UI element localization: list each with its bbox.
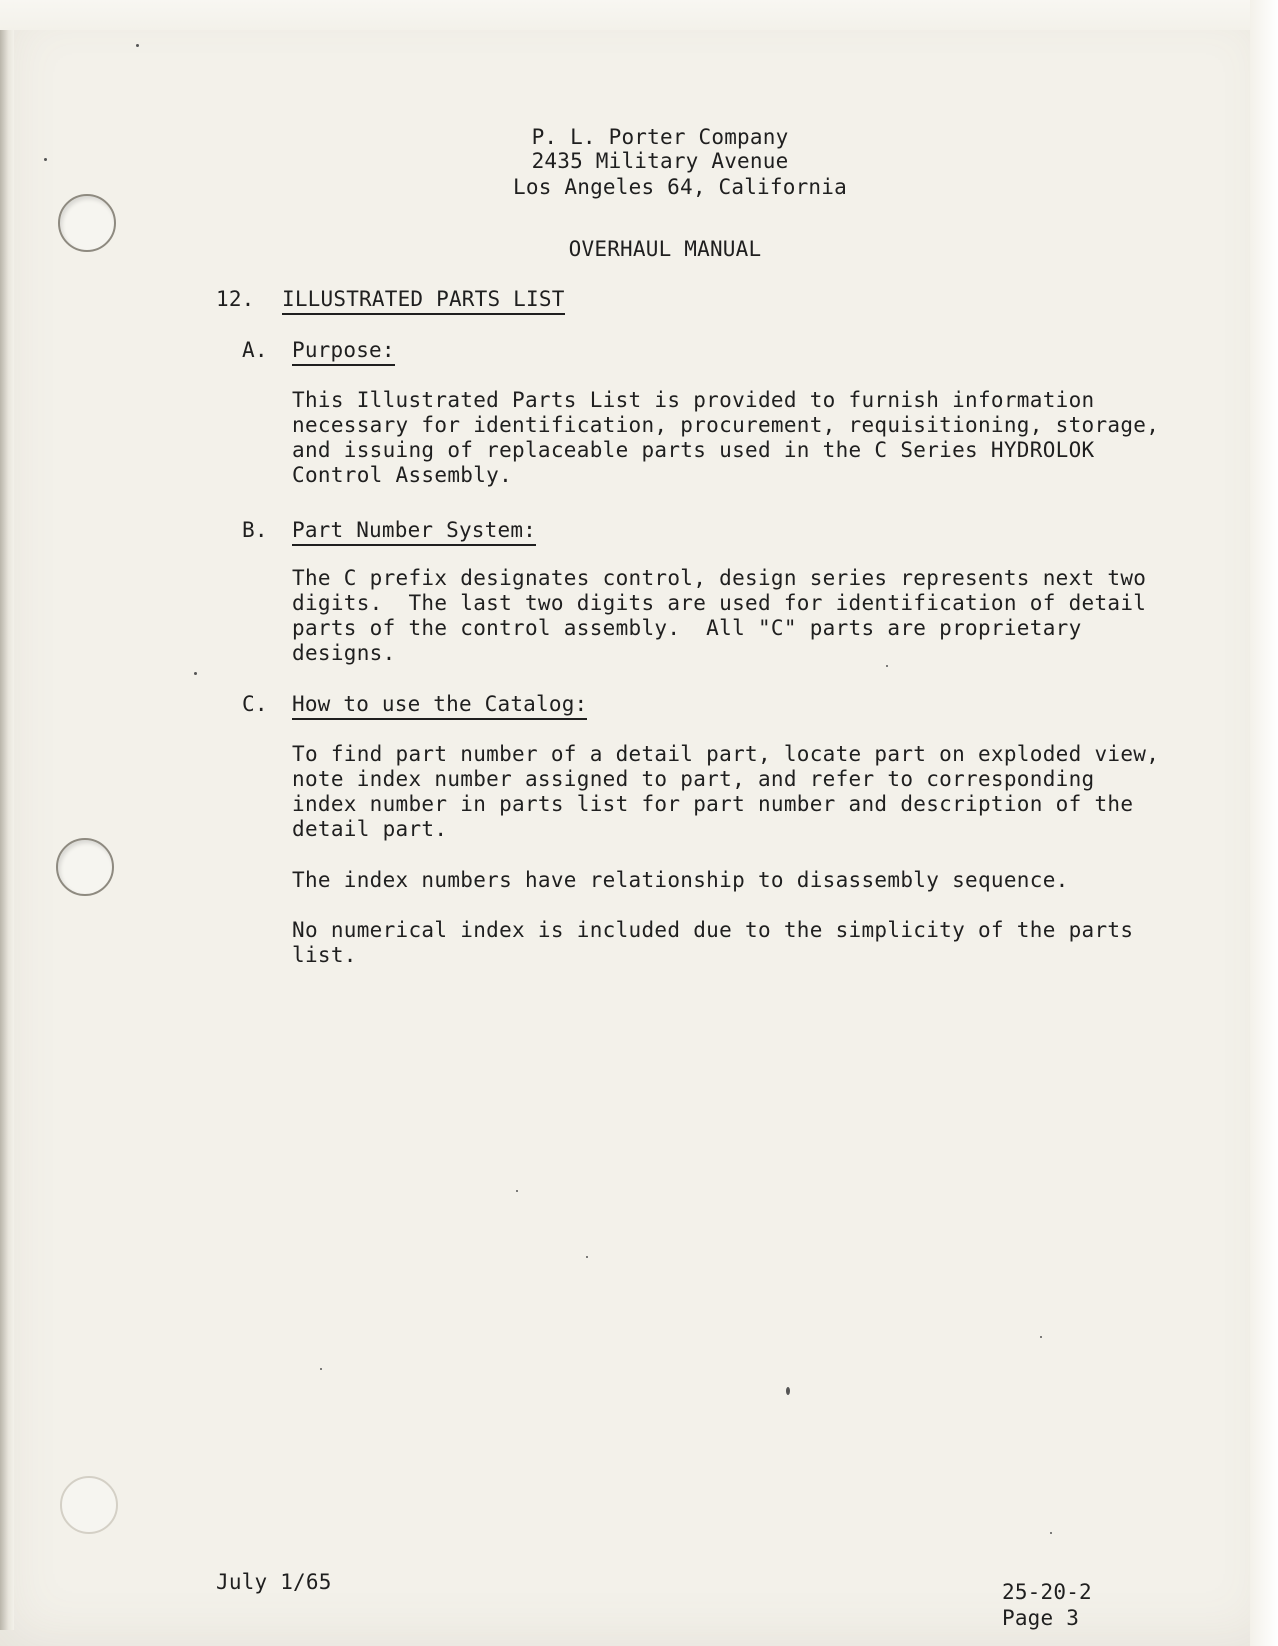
scan-speck bbox=[886, 665, 888, 667]
scan-speck bbox=[516, 1190, 518, 1192]
revision-date: July 1/65 bbox=[216, 1570, 332, 1594]
punch-hole-middle bbox=[56, 838, 114, 896]
catalog-paragraph-3: No numerical index is included due to the simplicity of the parts list. bbox=[292, 918, 1134, 967]
scan-speck bbox=[586, 1256, 588, 1258]
part-number-paragraph: The C prefix designates control, design series represents next two digits. The last two digits are used for identification of detail parts of the control assembly. All "C" parts are proprietary designs. bbox=[292, 566, 1147, 665]
subsection-b-letter: B. bbox=[242, 518, 268, 542]
subsection-b-heading: Part Number System: bbox=[292, 518, 536, 546]
subsection-c-letter: C. bbox=[242, 692, 268, 716]
purpose-paragraph: This Illustrated Parts List is provided to furnish information necessary for identification, procurement, requisitioning, storage, and issuing of replaceable parts used in the C Series HYDROLOK Control Assembly. bbox=[292, 388, 1160, 487]
company-city: Los Angeles 64, California bbox=[513, 175, 847, 199]
scan-speck bbox=[136, 44, 139, 47]
scan-speck bbox=[44, 158, 47, 161]
paper-right-edge bbox=[1250, 0, 1278, 1646]
subsection-c-heading: How to use the Catalog: bbox=[292, 692, 587, 720]
company-name: P. L. Porter Company bbox=[531, 125, 789, 149]
scan-speck bbox=[1040, 1336, 1042, 1338]
punch-hole-bottom bbox=[60, 1476, 118, 1534]
catalog-paragraph-2: The index numbers have relationship to disassembly sequence. bbox=[292, 868, 1069, 892]
company-street: 2435 Military Avenue bbox=[531, 149, 789, 173]
punch-hole-top bbox=[58, 194, 116, 252]
catalog-paragraph-1: To find part number of a detail part, locate part on exploded view, note index number assigned to part, and refer to corresponding index number in parts list for part number and description of the detail part. bbox=[292, 742, 1160, 841]
scan-speck bbox=[194, 672, 197, 675]
section-title: ILLUSTRATED PARTS LIST bbox=[282, 287, 565, 315]
subsection-a-letter: A. bbox=[242, 338, 268, 362]
document-number: 25-20-2 bbox=[1002, 1580, 1092, 1604]
subsection-a-heading: Purpose: bbox=[292, 338, 395, 366]
paper-left-edge bbox=[0, 30, 14, 1630]
paper-top-edge bbox=[0, 0, 1278, 30]
section-number: 12. bbox=[216, 287, 255, 311]
scan-speck bbox=[1050, 1532, 1052, 1534]
scan-speck bbox=[320, 1368, 322, 1370]
scan-speck bbox=[786, 1387, 790, 1395]
manual-title: OVERHAUL MANUAL bbox=[568, 237, 762, 261]
page-number: Page 3 bbox=[1002, 1606, 1080, 1630]
